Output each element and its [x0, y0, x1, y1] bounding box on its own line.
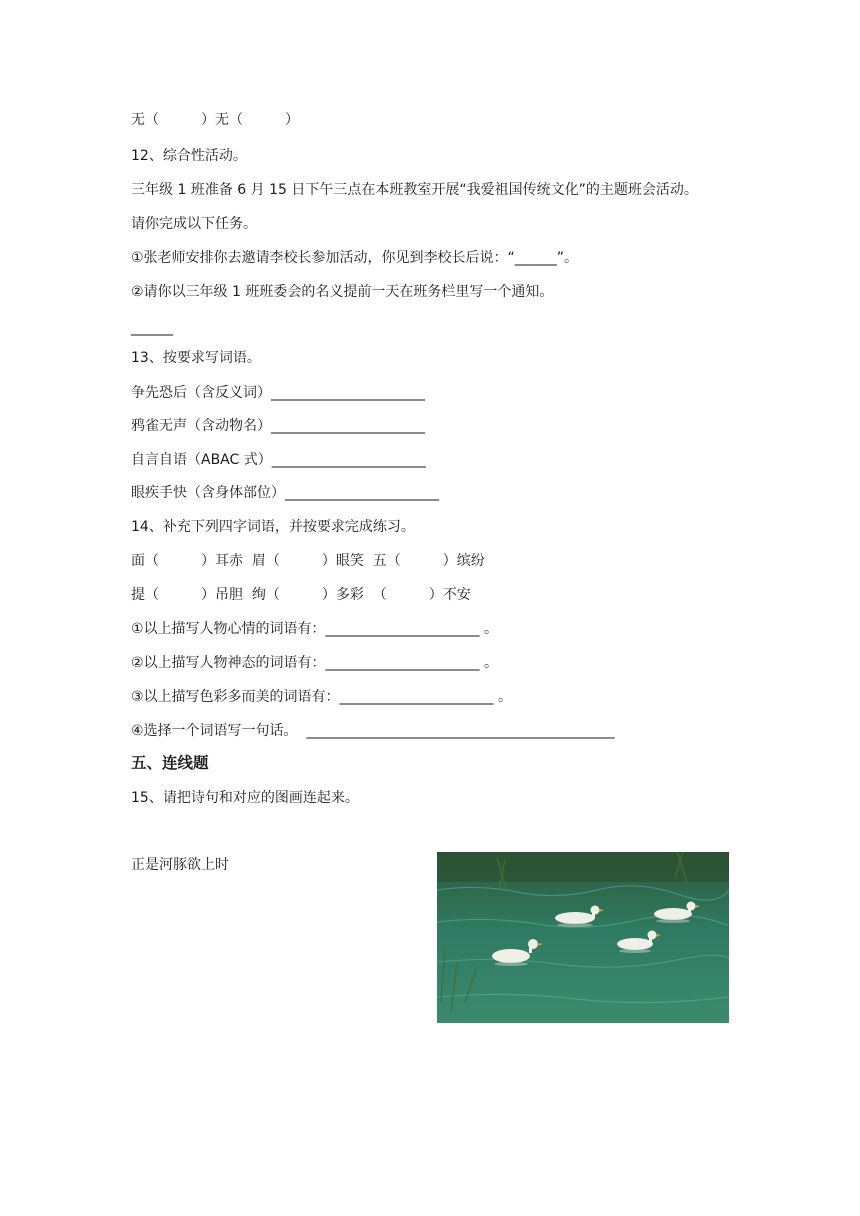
line-1: 无（ ）无（ ）: [131, 112, 299, 128]
question-12-task-2: ②请你以三年级 1 班班委会的名义提前一天在班务栏里写一个通知。: [131, 284, 554, 300]
section-heading: 五、连线题: [131, 754, 209, 772]
ducks-on-river-image: [437, 852, 729, 1023]
question-14-words-row-1: 面（ ）耳赤 眉（ ）眼笑 五（ ）缤纷: [131, 553, 485, 569]
question-13-item-2: 鸦雀无声（含动物名）______________________: [131, 418, 425, 434]
question-12-answer-blank: ______: [131, 320, 173, 336]
question-12-task-1: ①张老师安排你去邀请李校长参加活动，你见到李校长后说：“______”。: [131, 250, 579, 266]
question-12-title: 12、综合性活动。: [131, 148, 247, 164]
question-14-task-2: ②以上描写人物神态的词语有：______________________ 。: [131, 655, 499, 671]
question-13-title: 13、按要求写词语。: [131, 350, 261, 366]
question-14-task-3: ③以上描写色彩多而美的词语有：______________________ 。: [131, 689, 513, 705]
question-13-item-3: 自言自语（ABAC 式）______________________: [131, 452, 426, 468]
poem-line: 正是河豚欲上时: [131, 857, 229, 873]
question-12-context: 三年级 1 班准备 6 月 15 日下午三点在本班教室开展“我爱祖国传统文化”的主题班会活动。: [131, 182, 698, 198]
question-13-item-1: 争先恐后（含反义词）______________________: [131, 385, 425, 401]
question-14-task-1: ①以上描写人物心情的词语有：______________________ 。: [131, 621, 499, 637]
question-14-task-4: ④选择一个词语写一句话。 ____________________________________________: [131, 723, 615, 739]
question-13-item-4: 眼疾手快（含身体部位）______________________: [131, 485, 439, 501]
question-14-words-row-2: 提（ ）吊胆 绚（ ）多彩 （ ）不安: [131, 587, 471, 603]
question-15-title: 15、请把诗句和对应的图画连起来。: [131, 790, 359, 806]
question-12-instruction: 请你完成以下任务。: [131, 216, 257, 232]
question-14-title: 14、补充下列四字词语，并按要求完成练习。: [131, 519, 415, 535]
